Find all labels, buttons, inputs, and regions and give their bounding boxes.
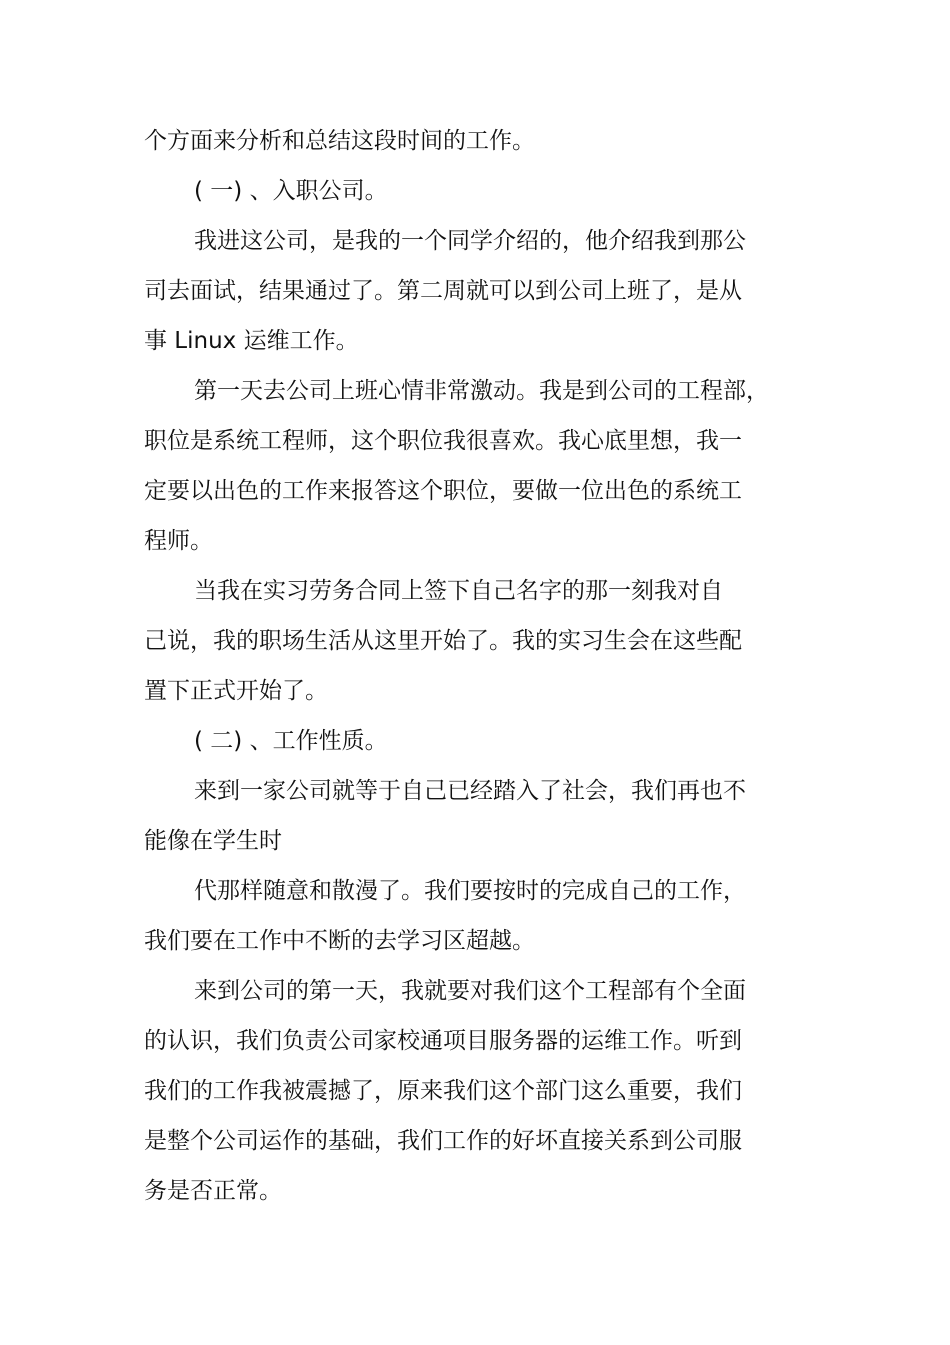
- text-line: 我们的工作我被震撼了，原来我们这个部门这么重要，我们: [144, 1078, 742, 1104]
- text-line: 职位是系统工程师，这个职位我很喜欢。我心底里想，我一: [144, 428, 742, 454]
- text-line: 的认识，我们负责公司家校通项目服务器的运维工作。听到: [144, 1028, 742, 1054]
- text-line: 个方面来分析和总结这段时间的工作。: [144, 128, 535, 154]
- text-line: 务是否正常。: [144, 1178, 282, 1204]
- text-line: 己说，我的职场生活从这里开始了。我的实习生会在这些配: [144, 628, 742, 654]
- text-line: 能像在学生时: [144, 828, 282, 854]
- text-line: 第一天去公司上班心情非常激动。我是到公司的工程部，: [194, 378, 769, 404]
- text-line: 是整个公司运作的基础，我们工作的好坏直接关系到公司服: [144, 1128, 742, 1154]
- text-line: 我们要在工作中不断的去学习区超越。: [144, 928, 535, 954]
- text-line: 司去面试，结果通过了。第二周就可以到公司上班了，是从: [144, 278, 742, 304]
- text-line: 来到公司的第一天，我就要对我们这个工程部有个全面: [194, 978, 746, 1004]
- text-line: 定要以出色的工作来报答这个职位，要做一位出色的系统工: [144, 478, 742, 504]
- section-heading: ( 二) 、工作性质。: [194, 728, 388, 754]
- text-line: 置下正式开始了。: [144, 678, 328, 704]
- text-line: 我进这公司，是我的一个同学介绍的，他介绍我到那公: [194, 228, 746, 254]
- section-heading: ( 一) 、入职公司。: [194, 178, 388, 204]
- text-line: 当我在实习劳务合同上签下自己名字的那一刻我对自: [194, 578, 723, 604]
- text-line: 事 Linux 运维工作。: [144, 328, 359, 354]
- text-line: 代那样随意和散漫了。我们要按时的完成自己的工作，: [194, 878, 746, 904]
- text-line: 程师。: [144, 528, 213, 554]
- text-line: 来到一家公司就等于自己已经踏入了社会，我们再也不: [194, 778, 746, 804]
